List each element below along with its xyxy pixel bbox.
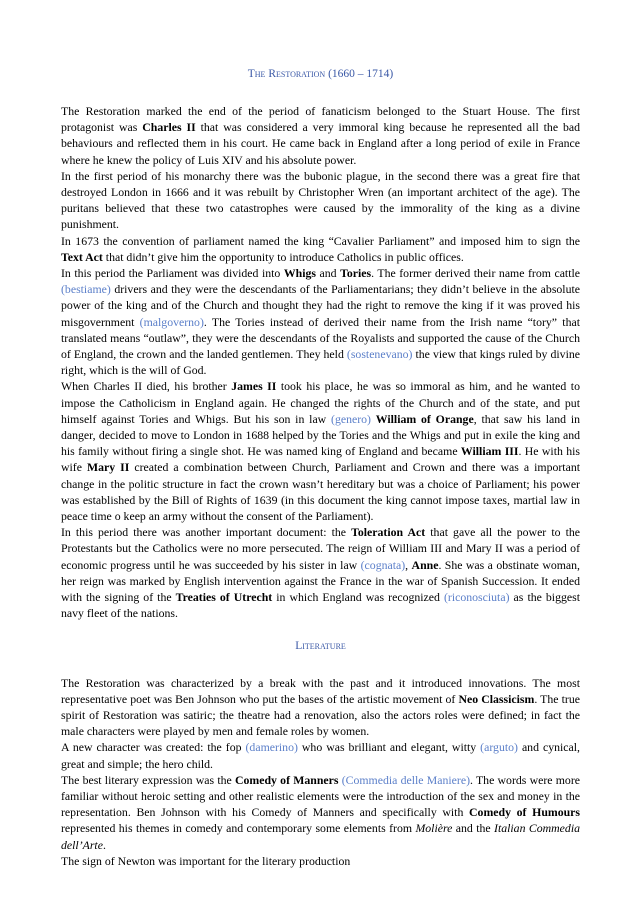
bold-term: Comedy of Manners xyxy=(235,772,339,787)
italian-translation: (arguto) xyxy=(480,740,518,755)
text-run: . She was a obstinate woman, her reign was marked by English intervention against the France in the war of Spanish Succession. It ended with the signing of the xyxy=(61,557,580,605)
text-run: . The former derived their name from cattle xyxy=(371,266,581,281)
bold-term: Comedy of Humours xyxy=(469,805,580,820)
text-run: In 1673 the convention of parliament named the king “Cavalier Parliament” and imposed him to sign the xyxy=(61,233,580,248)
bold-term: Treaties of Utrecht xyxy=(175,590,273,605)
literature-first-letter: L xyxy=(295,639,303,652)
text-run: who was brilliant and elegant, witty xyxy=(297,740,481,755)
title-first-letter: T xyxy=(247,68,255,80)
text-run: in which England was recognized xyxy=(272,590,444,605)
text-run: In this period the Parliament was divided into xyxy=(61,266,284,281)
italian-translation: (sostenevano) xyxy=(346,347,413,362)
text-run: that was considered a very immoral king because he represented all the bad behaviours and reflected them in his court. He came back in England after a long period of exile in France where he knew the policy of Luis XIV and his absolute power. xyxy=(61,120,581,167)
text-run: . xyxy=(102,837,106,852)
text-run: and cynical, great and simple; the hero child. xyxy=(61,740,580,771)
section-heading-literature xyxy=(61,638,580,654)
paragraph xyxy=(61,168,580,233)
italian-translation: (damerino) xyxy=(245,740,298,755)
bold-term: Anne xyxy=(411,557,439,572)
text-run: and xyxy=(315,266,341,281)
paragraph xyxy=(61,853,580,869)
text-run: In this period there was another important document: the xyxy=(61,525,352,540)
text-run: as the biggest navy fleet of the nations. xyxy=(61,590,580,621)
paragraph xyxy=(61,103,580,168)
text-run: , xyxy=(405,557,412,572)
document-page xyxy=(61,66,580,869)
paragraph xyxy=(61,675,580,740)
bold-term: Mary II xyxy=(86,460,130,475)
text-run: The sign of Newton was important for the literary production xyxy=(61,853,351,868)
title-dates: (1660 – 1714) xyxy=(325,68,394,80)
bold-term: Neo Classicism xyxy=(458,691,535,706)
text-run: . The words were more familiar without heroic setting and other realistic elements were the introduction of the sex and money in the representation. Ben Johnson with his Comedy of Manners and specifically with xyxy=(61,772,580,820)
text-run: and the xyxy=(452,821,495,836)
text-run: . The Tories instead of derived their name from the Irish name “tory” that translated means “outlaw”, they were the descendants of the Royalists and supported the cause of the Church of England, the crown and the landed gentlemen. They held xyxy=(61,314,581,362)
document-title xyxy=(61,66,580,82)
paragraph xyxy=(61,233,580,265)
text-run: drivers and they were the descendants of the Parliamentarians; they didn’t believe in the absolute power of the king and of the Church and thought they had the right to remove the king if it was proved his misgovernment xyxy=(61,282,580,329)
italian-translation: (malgoverno) xyxy=(139,314,204,329)
bold-term: Toleration Act xyxy=(351,525,426,540)
bold-term: Tories xyxy=(340,266,372,281)
text-run: . He with his wife xyxy=(61,444,581,475)
bold-term: William of Orange xyxy=(375,411,474,426)
text-run: The Restoration marked the end of the period of fanaticism belonged to the Stuart House. The first protagonist was xyxy=(61,104,580,135)
text-run: The best literary expression was the xyxy=(61,772,235,787)
italic-term: Italian Commedia dell’Arte xyxy=(61,821,580,852)
paragraph xyxy=(61,739,580,771)
italian-translation: (genero) xyxy=(331,411,371,426)
paragraph xyxy=(61,772,580,853)
italian-translation: (Commedia delle Maniere) xyxy=(341,772,470,787)
bold-term: William III xyxy=(460,444,519,459)
bold-term: Whigs xyxy=(283,266,316,281)
text-run: , that saw his land in danger, decided to move to London in 1688 helped by the Tories and the Whigs and put in exile the king and his family without firing a single shot. He was named king of England and became xyxy=(61,411,580,459)
bold-term: Charles II xyxy=(142,120,196,135)
text-run: that gave all the power to the Protestants but the Catholics were no more persecuted. The reign of William III and Mary II was a period of economic progress until he was succeeded by his sister in law xyxy=(61,525,580,572)
text-run: The Restoration was characterized by a break with the past and it introduced innovations. The most representative poet was Ben Johnson who put the bases of the artistic movement of xyxy=(61,675,580,706)
bold-term: Text Act xyxy=(61,249,103,264)
text-run: When Charles II died, his brother xyxy=(61,379,232,394)
title-text: he Restoration xyxy=(254,68,326,80)
paragraph xyxy=(61,524,580,621)
text-run: took his place, he was so immoral as him, and he wanted to impose the Catholicism in England again. He changed the rights of the Church and of the state, and put himself against Tories and Whigs. But his son in law xyxy=(61,379,580,426)
italian-translation: (riconosciuta) xyxy=(443,590,510,605)
bold-term: James II xyxy=(231,379,277,394)
text-run: . The true spirit of Restoration was satiric; the theatre had a renovation, also the actors roles were defined; in fact the male characters were played by men and female roles by women. xyxy=(61,691,580,739)
italian-translation: (cognata) xyxy=(360,557,406,572)
text-run: A new character was created: the fop xyxy=(61,740,246,755)
italic-term: Molière xyxy=(415,821,453,836)
text-run: the view that kings ruled by divine right, which is the will of God. xyxy=(61,347,580,378)
paragraph xyxy=(61,265,580,378)
text-run: created a combination between Church, Parliament and Crown and there was a important change in the politic structure in fact the crown wasn’t hereditary but was a choice of Parliament; his power was established by the Bill of Rights of 1639 (in this document the king cannot impose taxes, martial law in peace time o keep an army without the consent of the Parliament). xyxy=(61,460,580,524)
text-run: represented his themes in comedy and contemporary some elements from xyxy=(61,821,416,836)
italian-translation: (bestiame) xyxy=(61,282,111,297)
text-run: that didn’t give him the opportunity to introduce Catholics in public offices. xyxy=(102,249,464,264)
literature-text: iterature xyxy=(302,639,346,652)
paragraph xyxy=(61,378,580,524)
text-run: In the first period of his monarchy there was the bubonic plague, in the second there was a great fire that destroyed London in 1666 and it was rebuilt by Christopher Wren (an important architect of the age). The puritans believed that these two catastrophes were caused by the immorality of the king as a divine punishment. xyxy=(61,168,580,232)
